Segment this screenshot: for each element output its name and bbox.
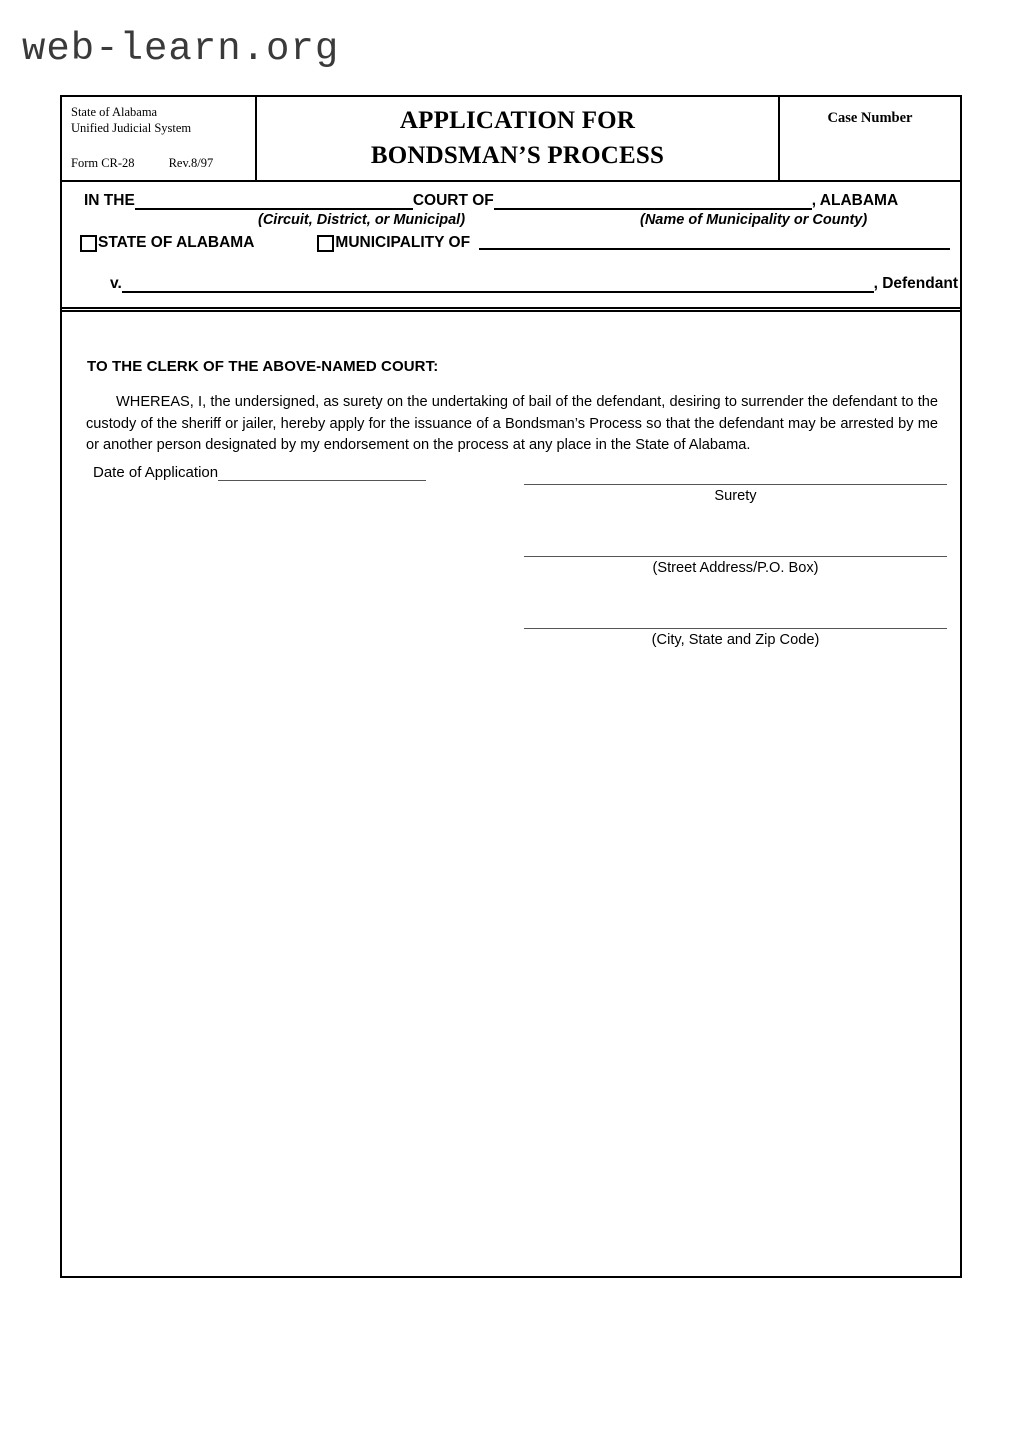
court-designation-hints (62, 212, 960, 230)
court-type-field[interactable] (135, 193, 413, 210)
city-state-zip-field[interactable] (524, 604, 947, 629)
checkbox-municipality[interactable] (317, 235, 334, 252)
case-number-cell (780, 97, 960, 180)
form-title-cell (257, 97, 780, 180)
form-header (62, 97, 960, 182)
city-state-zip-label: (City, State and Zip Code) (651, 632, 820, 648)
surety-signature-column (524, 460, 947, 648)
signature-slot (524, 532, 947, 576)
form-number-line (71, 156, 213, 172)
clerk-heading: TO THE CLERK OF THE ABOVE-NAMED COURT: (87, 358, 439, 375)
in-the-label: IN THE (84, 192, 135, 209)
surety-signature-field[interactable] (524, 460, 947, 485)
form-revision-label: Rev.8/97 (168, 156, 214, 171)
municipality-option-label: MUNICIPALITY OF (335, 234, 471, 251)
defendant-suffix-label: , Defendant (873, 275, 958, 292)
court-of-label: COURT OF (412, 192, 494, 209)
form-title-line1: APPLICATION FOR (399, 107, 636, 134)
signature-slot (524, 460, 947, 504)
form-number-label: Form CR-28 (71, 156, 135, 171)
versus-label: v. (110, 275, 122, 292)
date-of-application-field[interactable] (218, 466, 426, 481)
state-of-alabama-option-label: STATE OF ALABAMA (98, 234, 255, 251)
defendant-row (110, 275, 958, 293)
checkbox-state-of-alabama[interactable] (80, 235, 97, 252)
signature-slot (524, 604, 947, 648)
form-title-line2: BONDSMAN’S PROCESS (370, 141, 665, 169)
county-name-field[interactable] (494, 193, 812, 210)
unified-judicial-system-label: Unified Judicial System (71, 120, 192, 135)
header-agency-cell (62, 97, 257, 180)
case-number-label: Case Number (827, 110, 913, 126)
state-of-alabama-label: State of Alabama (71, 105, 158, 119)
court-type-hint: (Circuit, District, or Municipal) (258, 212, 466, 228)
street-address-label: (Street Address/P.O. Box) (652, 560, 819, 576)
whereas-paragraph: WHEREAS, I, the undersigned, as surety on the undertaking of bail of the defendant, desiring to surrender the defendant to the custody of the sheriff or jailer, hereby apply for the issuance of a Bondsman’s Process so that the defendant may be arrested by me or another person designated by my endorsement on the process at any place in the State of Alabama. (86, 394, 938, 454)
case-caption-block (62, 182, 960, 312)
street-address-field[interactable] (524, 532, 947, 557)
form-body (62, 312, 960, 1267)
site-watermark: web-learn.org (22, 27, 340, 71)
surety-signature-label: Surety (714, 488, 757, 504)
date-of-application-row (93, 464, 426, 481)
municipality-option-group (317, 234, 950, 252)
municipality-name-field[interactable] (479, 234, 950, 250)
date-of-application-label: Date of Application (93, 464, 219, 481)
county-name-hint: (Name of Municipality or County) (640, 212, 868, 228)
alabama-suffix-label: , ALABAMA (811, 192, 899, 209)
court-designation-row (84, 192, 960, 210)
party-selection-row (80, 234, 950, 252)
form-document (60, 95, 962, 1278)
defendant-name-field[interactable] (122, 277, 874, 293)
